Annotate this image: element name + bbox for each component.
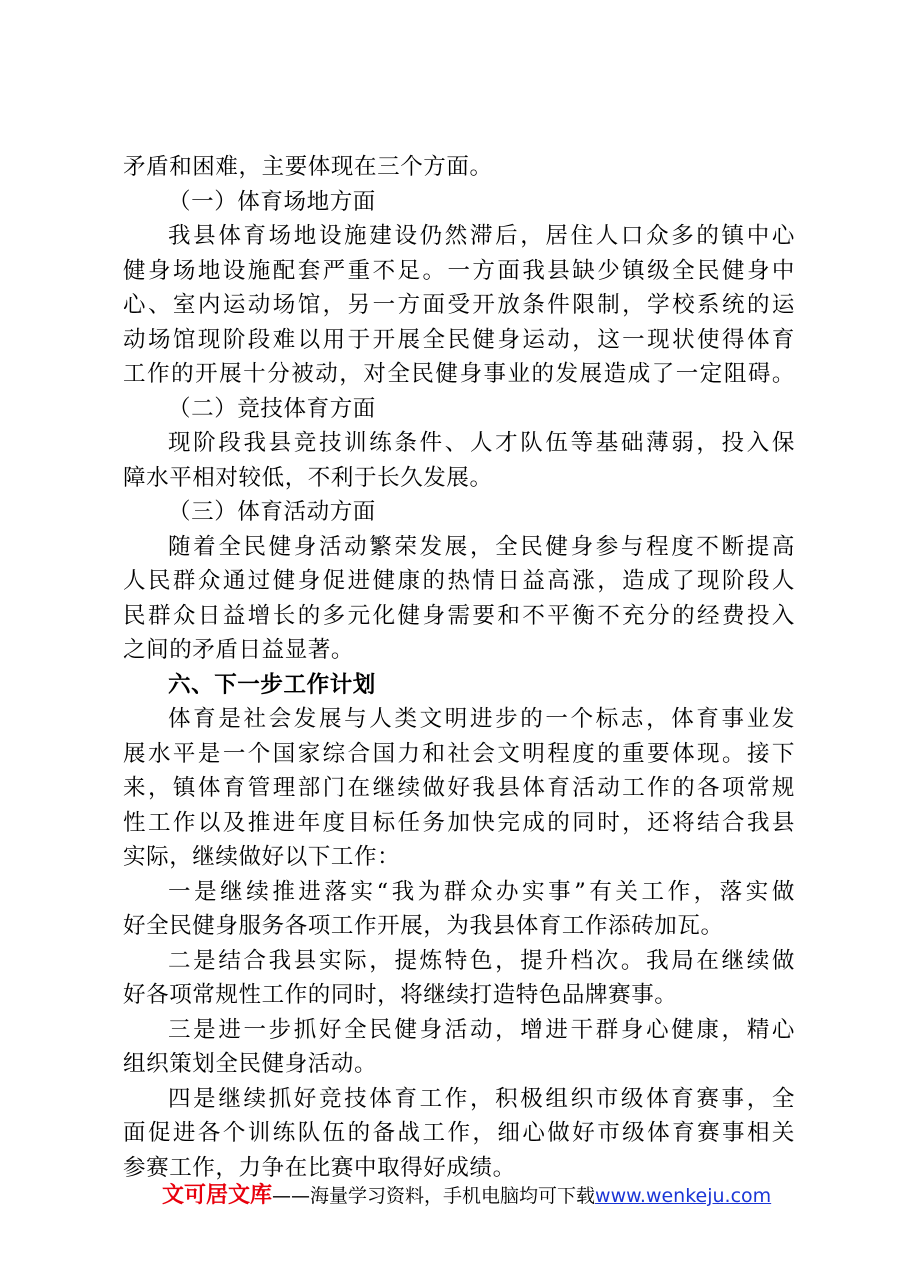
paragraph-line: 障水平相对较低，不利于长久发展。 <box>123 464 493 491</box>
paragraph-first-line: 三是进一步抓好全民健身活动，增进干群身心健康，精心 <box>168 1016 795 1043</box>
paragraph-line: 动场馆现阶段难以用于开展全民健身运动，这一现状使得体育 <box>123 326 795 353</box>
paragraph-line: 实际，继续做好以下工作： <box>123 844 401 870</box>
paragraph-line: 健身场地设施配套严重不足。一方面我县缺少镇级全民健身中 <box>123 257 795 284</box>
paragraph-line: 好各项常规性工作的同时，将继续打造特色品牌赛事。 <box>123 982 678 1008</box>
paragraph-line: 之间的矛盾日益显著。 <box>123 637 355 663</box>
document-body <box>123 150 795 1185</box>
paragraph-line: 人民群众通过健身促进健康的热情日益高涨，造成了现阶段人 <box>123 568 795 594</box>
section-subheading: （三）体育活动方面 <box>168 499 376 525</box>
footer-tagline: ——海量学习资料，手机电脑均可下载 <box>272 1185 596 1207</box>
paragraph-line: 心、室内运动场馆，另一方面受开放条件限制，学校系统的运 <box>123 292 795 318</box>
paragraph-line: 工作的开展十分被动，对全民健身事业的发展造成了一定阻碍。 <box>123 361 795 387</box>
paragraph-line: 参赛工作，力争在比赛中取得好成绩。 <box>123 1154 516 1181</box>
paragraph-first-line: 体育是社会发展与人类文明进步的一个标志，体育事业发 <box>168 706 795 732</box>
paragraph-first-line: 一是继续推进落实“我为群众办实事”有关工作，落实做 <box>168 878 795 905</box>
paragraph-line: 面促进各个训练队伍的备战工作，细心做好市级体育赛事相关 <box>123 1120 795 1146</box>
paragraph-line: 展水平是一个国家综合国力和社会文明程度的重要体现。接下 <box>123 740 795 767</box>
paragraph-line: 矛盾和困难，主要体现在三个方面。 <box>123 154 493 180</box>
footer-brand: 文可居文库 <box>162 1183 273 1208</box>
paragraph-first-line: 二是结合我县实际，提炼特色，提升档次。我局在继续做 <box>168 947 795 974</box>
paragraph-first-line: 随着全民健身活动繁荣发展，全民健身参与程度不断提高 <box>168 533 795 560</box>
section-subheading: （一）体育场地方面 <box>168 188 376 215</box>
footer-banner <box>162 1182 771 1210</box>
paragraph-line: 组织策划全民健身活动。 <box>123 1051 378 1077</box>
section-subheading: （二）竞技体育方面 <box>168 395 376 422</box>
paragraph-first-line: 现阶段我县竞技训练条件、人才队伍等基础薄弱，投入保 <box>168 430 795 456</box>
paragraph-line: 来，镇体育管理部门在继续做好我县体育活动工作的各项常规 <box>123 775 795 801</box>
paragraph-first-line: 四是继续抓好竞技体育工作，积极组织市级体育赛事，全 <box>168 1085 795 1112</box>
paragraph-line: 好全民健身服务各项工作开展，为我县体育工作添砖加瓦。 <box>123 913 724 939</box>
paragraph-line: 民群众日益增长的多元化健身需要和不平衡不充分的经费投入 <box>123 602 795 629</box>
footer-site-link[interactable]: www.wenkeju.com <box>595 1185 772 1207</box>
paragraph-line: 性工作以及推进年度目标任务加快完成的同时，还将结合我县 <box>123 809 795 836</box>
paragraph-first-line: 我县体育场地设施建设仍然滞后，居住人口众多的镇中心 <box>168 223 795 249</box>
section-heading: 六、下一步工作计划 <box>168 671 376 698</box>
